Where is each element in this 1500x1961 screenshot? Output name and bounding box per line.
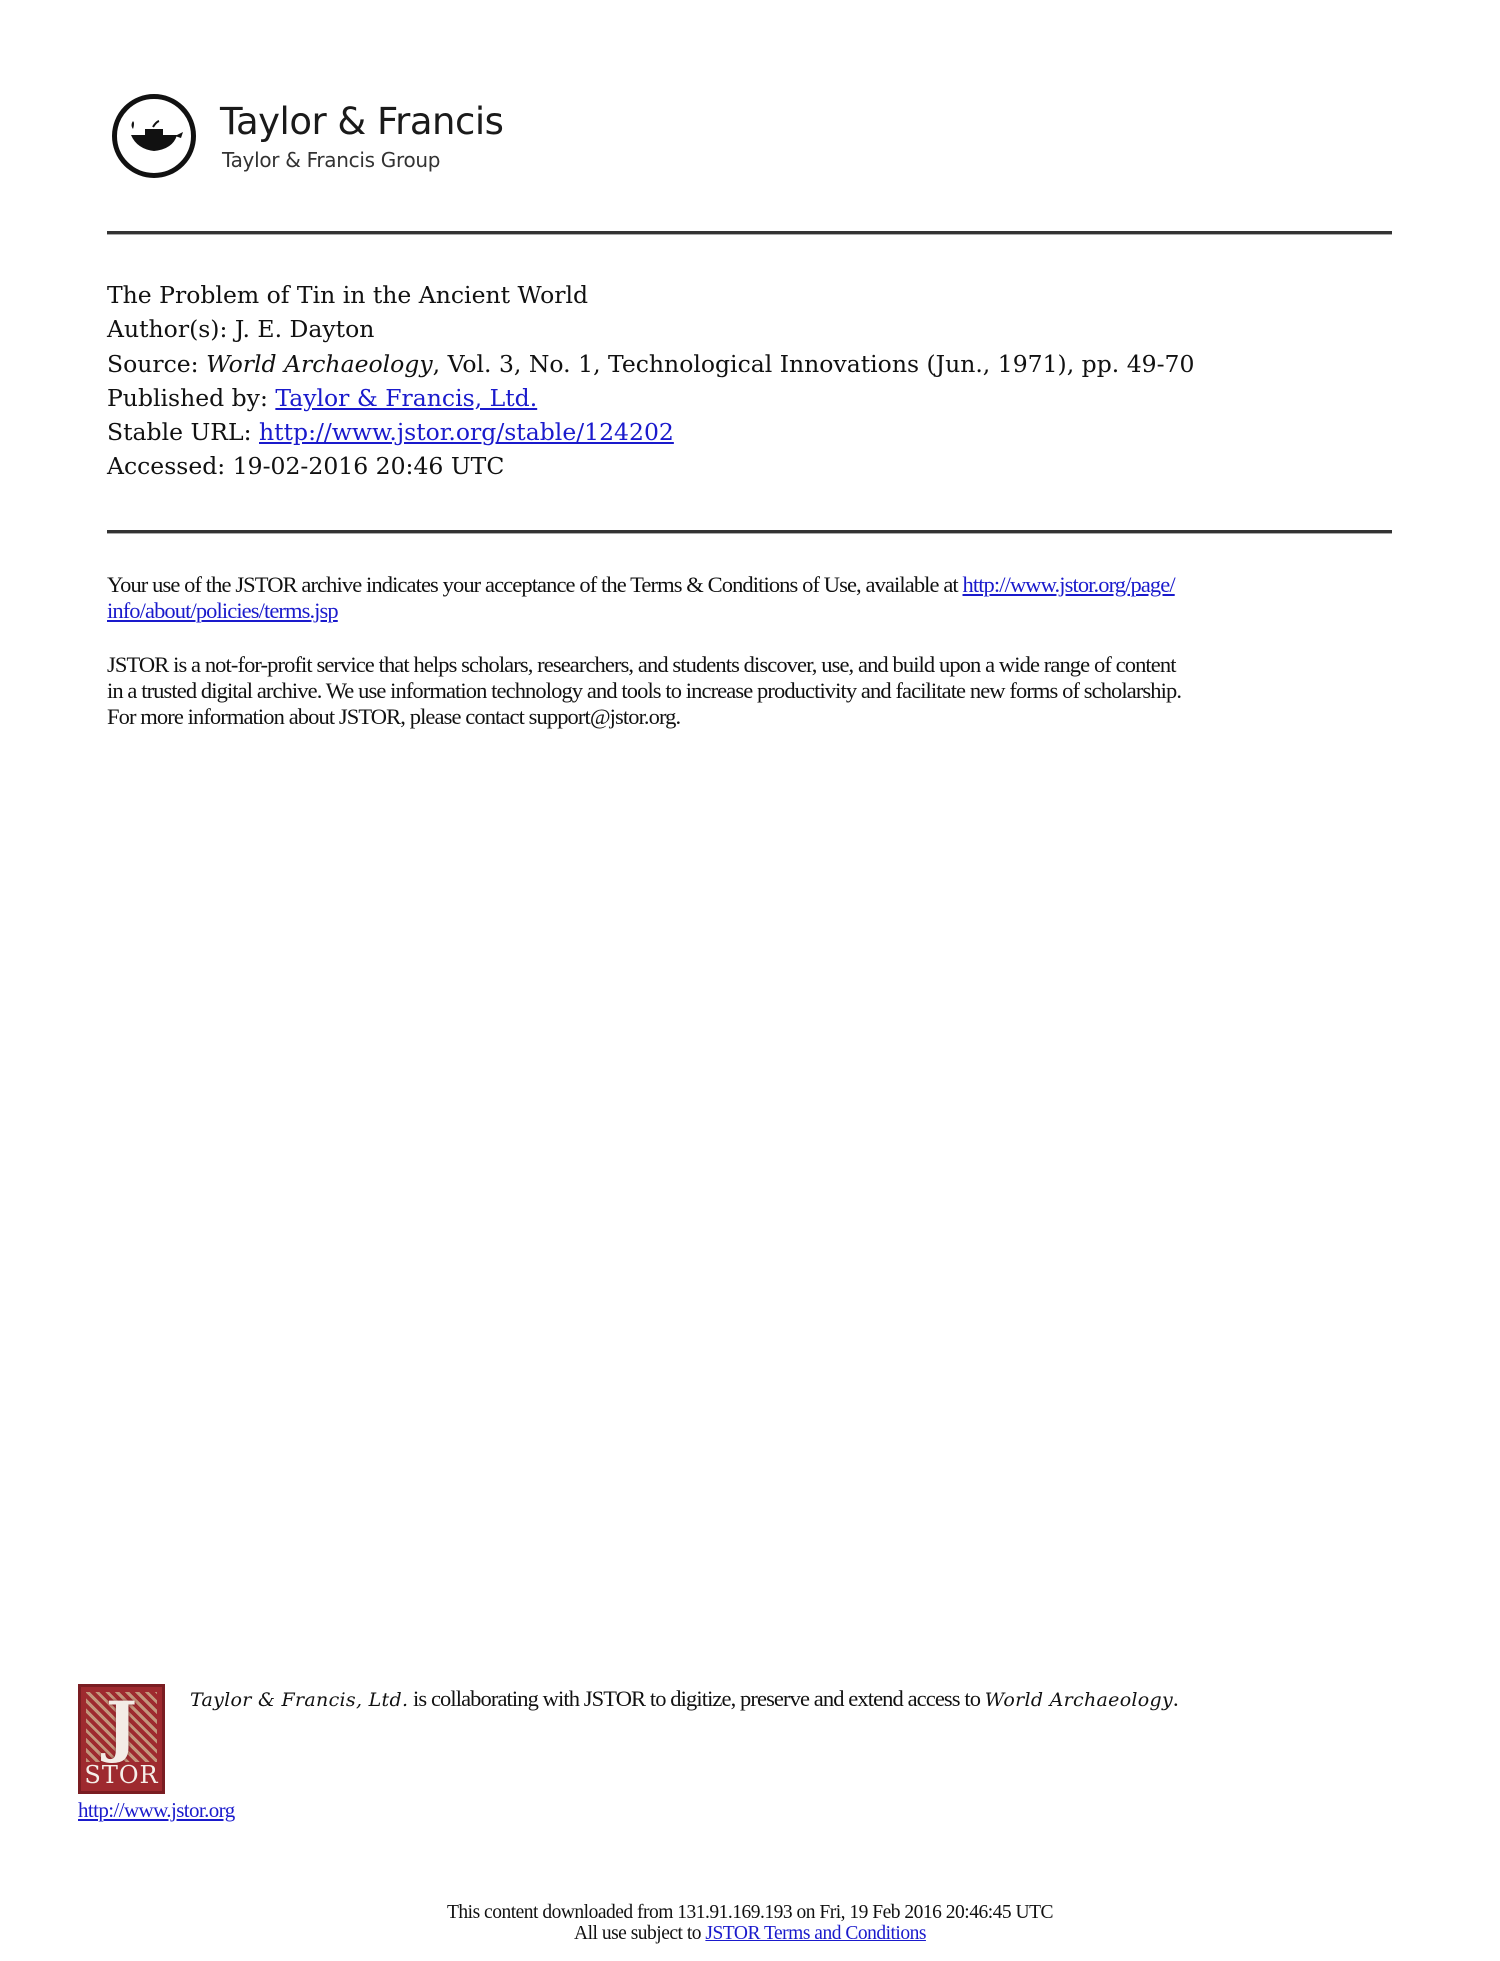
article-title: The Problem of Tin in the Ancient World [107, 281, 589, 309]
collab-publisher: Taylor & Francis, Ltd. [190, 1689, 409, 1711]
source-journal: World Archaeology [206, 349, 433, 378]
about-line-1: JSTOR is a not-for-profit service that helps scholars, researchers, and students discover, use, and build upon a wide range of content [107, 652, 1176, 677]
publisher-logo [112, 92, 532, 192]
author-name: J. E. Dayton [234, 315, 375, 344]
use-prefix: All use subject to [574, 1923, 706, 1944]
jstor-terms-link[interactable]: JSTOR Terms and Conditions [705, 1923, 926, 1944]
jstor-home-link[interactable]: http://www.jstor.org [78, 1798, 235, 1822]
terms-paragraph [107, 572, 1397, 624]
stable-url-label: Stable URL: [107, 418, 252, 447]
jstor-logo-text: STOR [84, 1761, 159, 1789]
publisher-name: Taylor & Francis [220, 100, 504, 143]
published-by-label: Published by: [107, 383, 268, 412]
terms-link-part1[interactable]: http://www.jstor.org/page/ [962, 572, 1175, 597]
citation-block [107, 278, 1194, 484]
divider-bottom [107, 530, 1392, 533]
download-info: This content downloaded from 131.91.169.193 on Fri, 19 Feb 2016 20:46:45 UTC [447, 1902, 1053, 1923]
publisher-group: Taylor & Francis Group [222, 148, 441, 172]
about-line-3: For more information about JSTOR, please contact support@jstor.org. [107, 704, 681, 729]
collaboration-statement [190, 1686, 1178, 1712]
about-line-2: in a trusted digital archive. We use information technology and tools to increase productivity and facilitate new forms of scholarship. [107, 678, 1182, 703]
download-footer [0, 1902, 1500, 1944]
about-paragraph [107, 652, 1397, 730]
publisher-line [107, 381, 1194, 415]
divider-top [107, 231, 1392, 234]
collab-end: . [1173, 1686, 1178, 1711]
accessed-line [107, 449, 1194, 483]
accessed-label: Accessed: [107, 452, 226, 481]
author-line [107, 312, 1194, 346]
collab-text: is collaborating with JSTOR to digitize, preserve and extend access to [408, 1686, 985, 1711]
terms-link-part2[interactable]: info/about/policies/terms.jsp [107, 598, 338, 623]
oil-lamp-icon [112, 94, 196, 178]
collab-journal: World Archaeology [984, 1689, 1174, 1711]
jstor-logo-letter: J [105, 1687, 138, 1765]
source-line [107, 347, 1194, 381]
terms-text: Your use of the JSTOR archive indicates your acceptance of the Terms & Conditions of Use, available at [107, 572, 963, 597]
terms-footer-line [0, 1923, 1500, 1944]
jstor-logo[interactable] [78, 1684, 165, 1794]
stable-url-link[interactable]: http://www.jstor.org/stable/124202 [259, 418, 674, 447]
source-details: , Vol. 3, No. 1, Technological Innovations (Jun., 1971), pp. 49-70 [432, 349, 1195, 378]
publisher-link[interactable]: Taylor & Francis, Ltd. [275, 383, 538, 412]
source-label: Source: [107, 349, 199, 378]
accessed-date: 19-02-2016 20:46 UTC [232, 452, 505, 481]
stable-url-line [107, 415, 1194, 449]
author-label: Author(s): [107, 315, 228, 344]
